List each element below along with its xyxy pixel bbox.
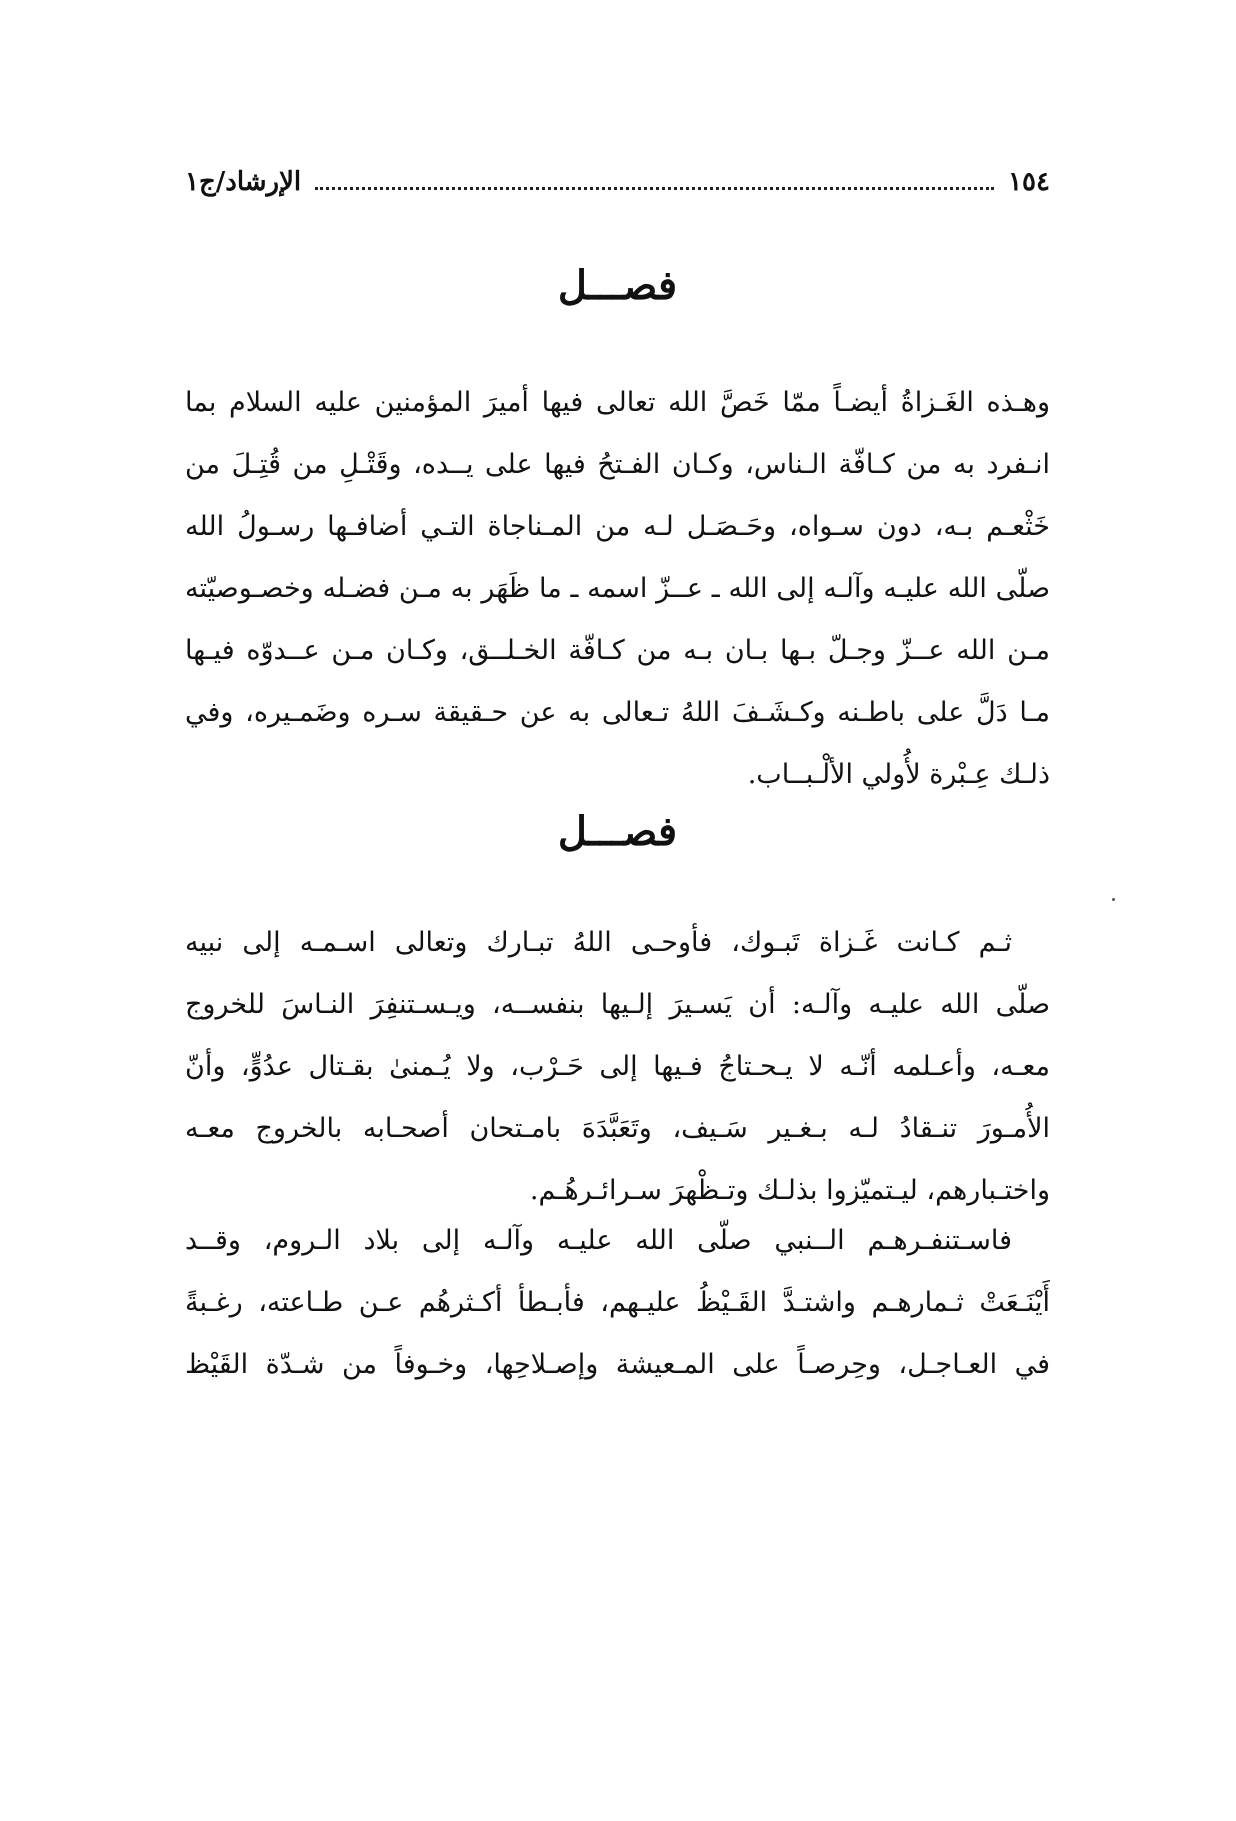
text-line: ذلـك عِـبْرة لأُولي الألْـبــاب. (747, 759, 1050, 790)
text-line: مـا دَلَّ على باطـنه وكـشَـفَ اللهُ تـعالى به عن حـقيقة سـره وضَمـيره، وفي (185, 697, 1050, 728)
text-line: صلّى الله عليـه وآلـه إلى الله ـ عــزّ اسمه ـ ما ظَهَر به مـن فضـله وخصـوصيّته (185, 573, 1050, 604)
text-line: انـفرد به من كـافّة الـناس، وكـان الفـتحُ فيها على يــده، وقَتْـلِ من قُتِـلَ من (185, 449, 1050, 480)
text-line: صلّى الله عليـه وآلـه: أن يَسـيرَ إلـيها بنفســه، ويـسـتنفِرَ النـاسَ للخروج (185, 989, 1050, 1020)
page-number: ١٥٤ (1008, 167, 1050, 197)
paragraph (185, 1210, 1050, 1396)
book-title: الإرشاد/ج١ (185, 167, 302, 197)
dot-leader (315, 187, 994, 190)
text-line: وهـذه الغَـزاةُ أيضـاً ممّا خَصَّ الله تعالى فيها أميرَ المؤمنين عليه السلام بما (185, 387, 1050, 418)
stray-dot (1112, 898, 1115, 901)
running-header (185, 160, 1050, 204)
section-heading: فصـــل (557, 262, 678, 309)
text-line: في العـاجـل، وحِرصـاً على المـعيشة وإصـلاحِها، وخـوفاً من شـدّة القَيْظ (185, 1349, 1050, 1380)
text-line: خَثْعـم بـه، دون سـواه، وحَـصَـل لـه من المـناجاة التـي أضافـها رسـولُ الله (185, 511, 1050, 542)
text-line: واختـبارهم، ليـتميّزوا بذلـك وتـظْهرَ سـرائـرهُـم. (529, 1175, 1050, 1206)
text-line: الأُمـورَ تنـقادُ لـه بـغـير سَـيف، وتَعَبَّدَهَ بامـتحان أصحـابه بالخروج معـه (185, 1113, 1050, 1144)
paragraph (185, 912, 1050, 1222)
text-line: ثـم كـانت غَـزاة تَبـوك، فأوحـى اللهُ تبـارك وتعالى اسـمـه إلى نبيه (185, 927, 1012, 958)
text-line: فاسـتنفـرهـم الــنبي صلّى الله عليـه وآلـه إلى بلاد الـروم، وقــد (185, 1225, 1012, 1256)
paragraph (185, 372, 1050, 806)
text-line: أَيْنَـعَتْ ثـمارهـم واشتـدَّ القَـيْظُ عليـهم، فأبـطأ أكـثرهُم عـن طـاعته، رغـبةً (185, 1287, 1050, 1318)
text-line: مـن الله عــزّ وجـلّ بـها بـان بـه من كـافّة الخـلــق، وكـان مـن عــدوّه فيـها (185, 635, 1050, 666)
text-line: معـه، وأعـلمه أنّـه لا يـحـتاجُ فـيها إلى حَـرْب، ولا يُـمنىٰ بقـتال عدُوٍّ، وأنّ (185, 1051, 1050, 1082)
section-heading: فصـــل (557, 808, 678, 855)
